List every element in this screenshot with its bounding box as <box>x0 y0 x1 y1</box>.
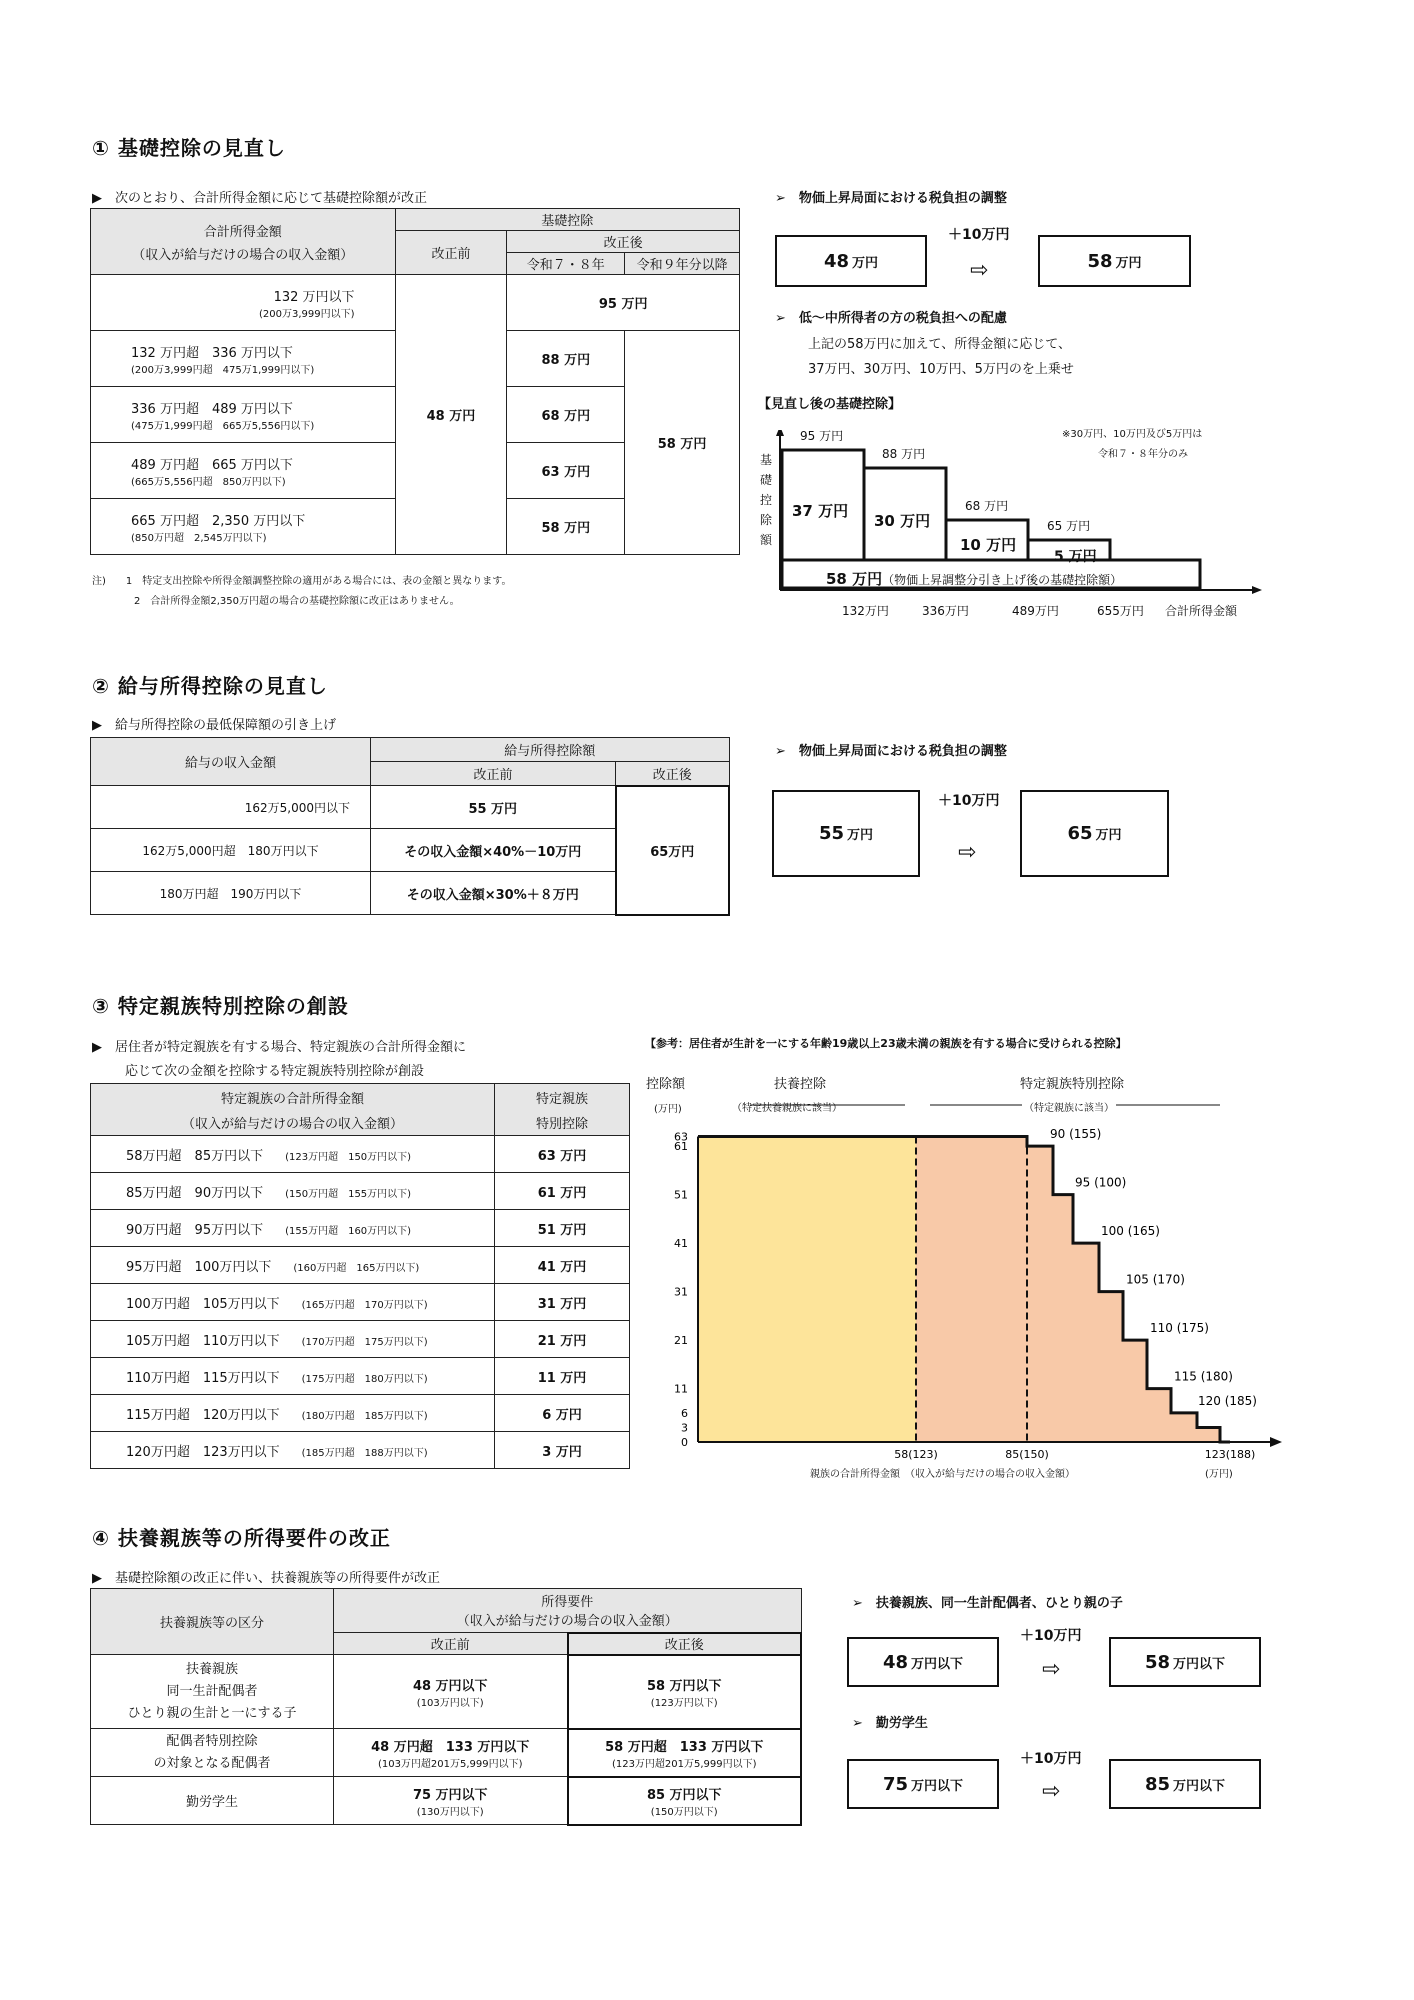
fuyo-b2: 48 万円超 133 万円以下 (103万円超201万5,999円以下) <box>334 1729 568 1777</box>
tokutei-amount: 21 万円 <box>495 1321 630 1358</box>
th-kyuyo-kojo: 給与所得控除額 <box>371 738 730 762</box>
fuyo-b3: 75 万円以下 (130万円以下) <box>334 1777 568 1825</box>
kiso-row-4: 489 万円超 665 万円以下 (665万5,556円超 850万円以下) <box>91 443 396 499</box>
x-tick: 123(188) <box>1204 1448 1256 1461</box>
chart2-svg <box>650 1092 1300 1472</box>
kiso-before: 48 万円 <box>395 275 507 555</box>
th-fuyo-after: 改正後 <box>568 1633 802 1655</box>
step-label: 100 (165) <box>1101 1224 1160 1239</box>
th-income: 合計所得金額 （収入が給与だけの場合の収入金額） <box>91 209 396 275</box>
th-before: 改正前 <box>395 231 507 275</box>
section4-title: ④ 扶養親族等の所得要件の改正 <box>92 1526 391 1550</box>
th-after: 改正後 <box>507 231 740 253</box>
tokutei-range: 90万円超 95万円以下 (155万円超 160万円以下) <box>91 1210 495 1247</box>
tokutei-row <box>91 1321 630 1358</box>
section2-title: ② 給与所得控除の見直し <box>92 674 328 698</box>
th-r78: 令和７・８年 <box>507 253 625 275</box>
c-88: 88 万円 <box>882 447 926 461</box>
y-tick: 51 <box>674 1188 688 1202</box>
tokutei-range: 115万円超 120万円以下 (180万円超 185万円以下) <box>91 1395 495 1432</box>
c-5: 5 万円 <box>1054 549 1097 565</box>
s4-to2: 85 万円以下 <box>1109 1759 1261 1809</box>
tokutei-row <box>91 1247 630 1284</box>
c-10: 10 万円 <box>960 536 1017 554</box>
fuyo-c2: 58 万円超 133 万円以下 (123万円超201万5,999円以下) <box>568 1729 802 1777</box>
kyuyo-after: 65万円 <box>616 786 730 915</box>
s4-arrow2-icon: ⇨ <box>1042 1779 1061 1804</box>
section1-bullet: ▶ 次のとおり、合計所得金額に応じて基礎控除額が改正 <box>92 191 427 206</box>
fuyo-c1: 58 万円以下 (123万円以下) <box>568 1655 802 1729</box>
kyuyo-row-1: 162万5,000円以下 <box>91 786 371 829</box>
y-tick: 61 <box>674 1140 688 1154</box>
th-kyuyo-after: 改正後 <box>616 762 730 786</box>
th-tokutei-kojo: 特定親族 特別控除 <box>495 1084 630 1136</box>
tokutei-area <box>916 1136 1230 1442</box>
kyuyo-row-3: 180万円超 190万円以下 <box>91 872 371 915</box>
section3-title: ③ 特定親族特別控除の創設 <box>92 994 349 1018</box>
fuyo-row-2: 配偶者特別控除 の対象となる配偶者 <box>91 1729 334 1777</box>
s2-to-box: 65 万円 <box>1020 790 1169 877</box>
kiso-58: 58 万円 <box>625 331 740 555</box>
tokutei-row <box>91 1284 630 1321</box>
section4-bullet: ▶ 基礎控除額の改正に伴い、扶養親族等の所得要件が改正 <box>92 1571 440 1586</box>
tokutei-row <box>91 1136 630 1173</box>
c-x4: 655万円 <box>1097 604 1144 618</box>
fuyo-table <box>90 1588 802 1826</box>
chart2-yunit: (万円) <box>654 1104 682 1115</box>
tokutei-range: 100万円超 105万円以下 (165万円超 170万円以下) <box>91 1284 495 1321</box>
th-kyuyo-income: 給与の収入金額 <box>91 738 371 786</box>
th-fuyo-before: 改正前 <box>334 1633 568 1655</box>
r2-title: ➢ 低～中所得者の方の税負担への配慮 <box>775 311 1007 326</box>
section2-bullet: ▶ 給与所得控除の最低保障額の引き上げ <box>92 718 336 733</box>
chart1-note2: 令和７・８年分のみ <box>1098 449 1188 460</box>
step-label: 115 (180) <box>1174 1369 1233 1384</box>
tokutei-range: 105万円超 110万円以下 (170万円超 175万円以下) <box>91 1321 495 1358</box>
x-arrow <box>1270 1437 1282 1447</box>
c-58: 58 万円（物価上昇調整分引き上げ後の基礎控除額） <box>826 570 1123 588</box>
fuyo-row-3: 勤労学生 <box>91 1777 334 1825</box>
tokutei-amount: 41 万円 <box>495 1247 630 1284</box>
step-label: 120 (185) <box>1198 1393 1257 1408</box>
section3-bullet2: 応じて次の金額を控除する特定親族特別控除が創設 <box>125 1064 425 1079</box>
s4-from1: 48 万円以下 <box>847 1637 999 1687</box>
kiso-table <box>90 208 740 555</box>
r1-title: ➢ 物価上昇局面における税負担の調整 <box>775 191 1007 206</box>
th-shotoku: 所得要件 （収入が給与だけの場合の収入金額） <box>334 1589 802 1633</box>
tokutei-amount: 51 万円 <box>495 1210 630 1247</box>
fuyo-row-1: 扶養親族 同一生計配偶者 ひとり親の生計と一にする子 <box>91 1655 334 1729</box>
x-tick: 85(150) <box>1005 1448 1049 1461</box>
toku-label: 特定親族特別控除 <box>1020 1077 1125 1092</box>
r1-to-box: 58 万円 <box>1038 235 1191 287</box>
c-37: 37 万円 <box>792 502 849 520</box>
kyuyo-b1: 55 万円 <box>371 786 616 829</box>
chart1-note1: ※30万円、10万円及び5万円は <box>1062 429 1203 440</box>
c-68: 68 万円 <box>965 499 1009 513</box>
chart2-xunit: (万円) <box>1205 1469 1233 1480</box>
y-tick: 11 <box>674 1382 688 1396</box>
kiso-row-3: 336 万円超 489 万円以下 (475万1,999円超 665万5,556円以下) <box>91 387 396 443</box>
kiso-63: 63 万円 <box>507 443 625 499</box>
tokutei-range: 120万円超 123万円以下 (185万円超 188万円以下) <box>91 1432 495 1469</box>
fuyo-b1: 48 万円以下 (103万円以下) <box>334 1655 568 1729</box>
th-kyuyo-before: 改正前 <box>371 762 616 786</box>
s2-r-title: ➢ 物価上昇局面における税負担の調整 <box>775 744 1007 759</box>
tokutei-row <box>91 1358 630 1395</box>
r1-arrow-icon: ⇨ <box>970 258 989 283</box>
tokutei-row <box>91 1395 630 1432</box>
s4-r1-title: ➢ 扶養親族、同一生計配偶者、ひとり親の子 <box>852 1596 1123 1611</box>
fuyo-c3: 85 万円以下 (150万円以下) <box>568 1777 802 1825</box>
tokutei-range: 58万円超 85万円以下 (123万円超 150万円以下) <box>91 1136 495 1173</box>
chart2-xlabel: 親族の合計所得金額 （収入が給与だけの場合の収入金額） <box>810 1469 1075 1480</box>
chart1-title: 【見直し後の基礎控除】 <box>758 397 902 412</box>
s2-arrow-icon: ⇨ <box>958 840 977 865</box>
tokutei-amount: 3 万円 <box>495 1432 630 1469</box>
kiso-58b: 58 万円 <box>507 499 625 555</box>
kyuyo-b2: その収入金額×40%－10万円 <box>371 829 616 872</box>
tokutei-amount: 11 万円 <box>495 1358 630 1395</box>
chart2-ylabel: 控除額 <box>646 1077 686 1092</box>
r1-plus: ＋10万円 <box>948 227 1010 243</box>
fuyo-area <box>698 1136 916 1442</box>
tokutei-row <box>91 1210 630 1247</box>
r2-line2: 37万円、30万円、10万円、5万円のを上乗せ <box>808 362 1074 377</box>
y-tick: 6 <box>681 1406 688 1420</box>
y-tick: 21 <box>674 1334 688 1348</box>
y-tick: 41 <box>674 1237 688 1251</box>
tokutei-amount: 63 万円 <box>495 1136 630 1173</box>
kiso-95: 95 万円 <box>507 275 740 331</box>
tokutei-range: 95万円超 100万円以下 (160万円超 165万円以下) <box>91 1247 495 1284</box>
s2-from-box: 55 万円 <box>772 790 920 877</box>
tokutei-amount: 61 万円 <box>495 1173 630 1210</box>
kiso-row-1: 132 万円以下 (200万3,999円以下) <box>91 275 396 331</box>
c-x1: 132万円 <box>842 604 889 618</box>
s4-plus2: ＋10万円 <box>1020 1751 1082 1767</box>
s2-plus: ＋10万円 <box>938 793 1000 809</box>
s4-plus1: ＋10万円 <box>1020 1628 1082 1644</box>
tokutei-range: 85万円超 90万円以下 (150万円超 155万円以下) <box>91 1173 495 1210</box>
th-tokutei: 特定親族の合計所得金額 （収入が給与だけの場合の収入金額） <box>91 1084 495 1136</box>
th-r9: 令和９年分以降 <box>625 253 740 275</box>
th-kiso: 基礎控除 <box>395 209 739 231</box>
kyuyo-row-2: 162万5,000円超 180万円以下 <box>91 829 371 872</box>
step-label: 110 (175) <box>1150 1321 1209 1336</box>
s4-to1: 58 万円以下 <box>1109 1637 1261 1687</box>
section1-title: ① 基礎控除の見直し <box>92 136 286 160</box>
fuyo-label: 扶養控除 <box>774 1077 827 1092</box>
chart1-ylabel: 基 礎 控 除 額 <box>760 453 773 547</box>
r2-line1: 上記の58万円に加えて、所得金額に応じて、 <box>808 337 1072 352</box>
kiso-68: 68 万円 <box>507 387 625 443</box>
tokutei-amount: 6 万円 <box>495 1395 630 1432</box>
fuyo-sub: （特定扶養親族に該当） <box>732 1103 842 1114</box>
c-65: 65 万円 <box>1047 519 1091 533</box>
y-tick: 31 <box>674 1285 688 1299</box>
note-1: 注) 1 特定支出控除や所得金額調整控除の適用がある場合には、表の金額と異なります。 <box>92 576 512 587</box>
kiso-row-2: 132 万円超 336 万円以下 (200万3,999円超 475万1,999円以下) <box>91 331 396 387</box>
kiso-row-5: 665 万円超 2,350 万円以下 (850万円超 2,545万円以下) <box>91 499 396 555</box>
y-tick: 0 <box>681 1436 688 1449</box>
kiso-88: 88 万円 <box>507 331 625 387</box>
toku-sub: （特定親族に該当） <box>1024 1103 1114 1114</box>
ref-title: 【参考：居住者が生計を一にする年齢19歳以上23歳未満の親族を有する場合に受けられる控除】 <box>645 1037 1127 1050</box>
step-label: 95 (100) <box>1075 1175 1127 1190</box>
s4-arrow1-icon: ⇨ <box>1042 1657 1061 1682</box>
y-tick: 63 <box>674 1130 688 1144</box>
c-x3: 489万円 <box>1012 604 1059 618</box>
kyuyo-b3: その収入金額×30%＋８万円 <box>371 872 616 915</box>
tokutei-range: 110万円超 115万円以下 (175万円超 180万円以下) <box>91 1358 495 1395</box>
tokutei-table <box>90 1083 630 1469</box>
c-30: 30 万円 <box>874 512 931 530</box>
s4-r2-title: ➢ 勤労学生 <box>852 1716 928 1731</box>
section3-bullet1: ▶ 居住者が特定親族を有する場合、特定親族の合計所得金額に <box>92 1040 466 1055</box>
step-label: 90 (155) <box>1050 1127 1102 1142</box>
c-95: 95 万円 <box>800 429 844 443</box>
tokutei-amount: 31 万円 <box>495 1284 630 1321</box>
th-fuyo-kubun: 扶養親族等の区分 <box>91 1589 334 1655</box>
s4-from2: 75 万円以下 <box>847 1759 999 1809</box>
tokutei-row <box>91 1173 630 1210</box>
tokutei-row <box>91 1432 630 1469</box>
step-label: 105 (170) <box>1126 1272 1185 1287</box>
kyuyo-table <box>90 737 730 916</box>
y-tick: 3 <box>681 1421 688 1435</box>
c-x2: 336万円 <box>922 604 969 618</box>
r1-from-box: 48 万円 <box>775 235 927 287</box>
c-x5: 合計所得金額 <box>1165 604 1238 618</box>
x-tick: 58(123) <box>894 1448 938 1461</box>
note-2: 2 合計所得金額2,350万円超の場合の基礎控除額に改正はありません。 <box>134 596 460 607</box>
